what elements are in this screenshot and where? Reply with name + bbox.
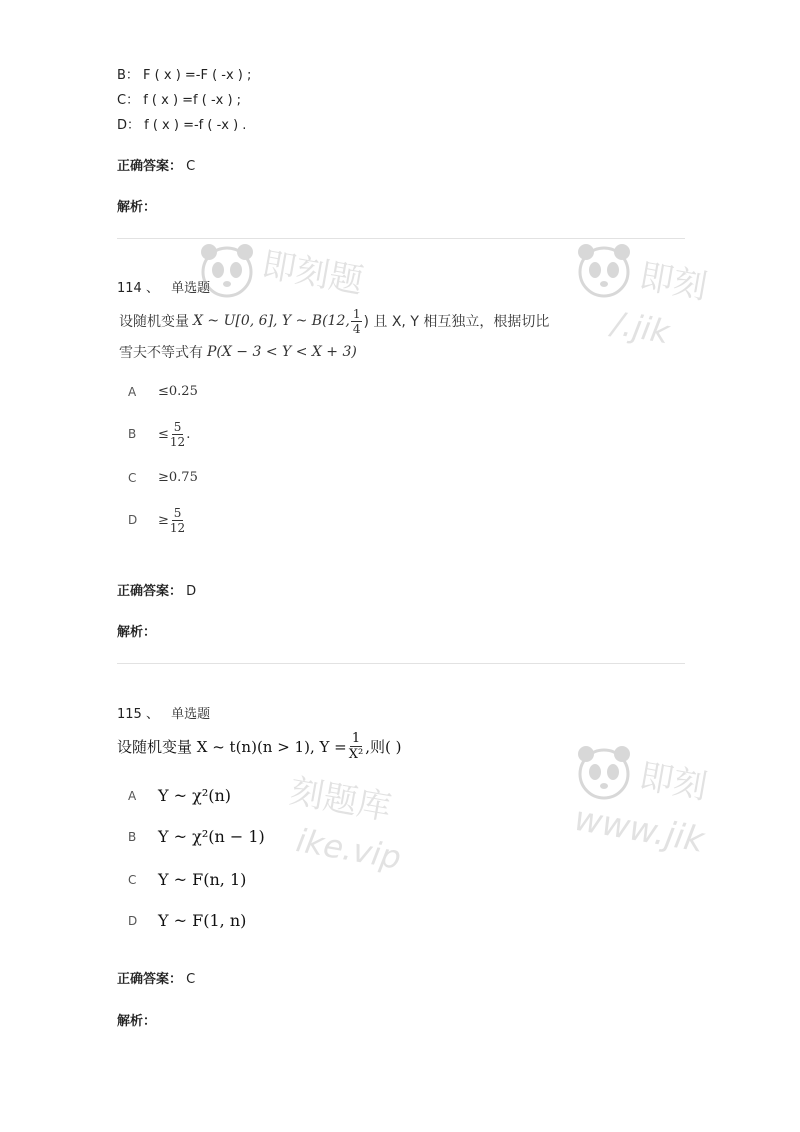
option-text: Y ~ F(1, n) — [158, 911, 247, 930]
option-b[interactable] — [128, 827, 265, 846]
option-letter: C — [128, 470, 137, 485]
watermark-url-partial: www.jik — [571, 798, 707, 861]
answer-value: C — [186, 972, 196, 987]
divider — [117, 663, 685, 664]
question-stem-115: 设随机变量 X ~ t(n)(n > 1), Y = $\frac{1}{\text{X²}}$ ,则( ) — [117, 730, 402, 762]
option-line-b: B： F ( x ) =-F ( -x ) ; — [117, 68, 252, 83]
option-a[interactable] — [128, 384, 198, 399]
answer-row-115 — [117, 968, 195, 987]
question-number: 115 、 — [117, 707, 159, 722]
question-stem-line2: 雪夫不等式有 P(X − 3 < Y < X + 3) — [119, 344, 357, 361]
fraction: $\frac{5}{12}$ — [169, 419, 186, 449]
watermark-panda-logo — [572, 238, 636, 306]
option-text: ≤0.25 — [158, 384, 198, 399]
answer-label: 正确答案： — [117, 584, 183, 599]
fraction: $\frac{5}{12}$ — [169, 505, 186, 535]
question-stem-line1: 设随机变量 X ~ U[0, 6], Y ~ B(12, $\frac{1}{4}$ ) 且 X, Y 相互独立，根据切比 — [119, 306, 550, 336]
panda-icon — [572, 238, 636, 302]
option-line-d: D： f ( x ) =-f ( -x ) . — [117, 118, 247, 133]
option-c[interactable] — [128, 870, 246, 889]
analysis-label: 解析： — [117, 625, 157, 640]
option-d[interactable] — [128, 911, 246, 930]
question-header-114 — [117, 277, 210, 296]
option-d[interactable]: D ≥ $\frac{5}{12}$ — [128, 505, 186, 535]
option-letter: A — [128, 788, 137, 803]
option-c[interactable] — [128, 470, 198, 485]
watermark-url-partial: /.jik — [609, 303, 673, 352]
watermark-url-partial: ike.vip — [293, 821, 404, 877]
watermark-brand-partial: 刻题库 — [286, 771, 395, 829]
option-letter: A — [128, 384, 137, 399]
question-number: 114 、 — [117, 281, 159, 296]
option-b[interactable]: B ≤ $\frac{5}{12}$ . — [128, 419, 191, 449]
answer-row-114 — [117, 580, 196, 599]
fraction: $\frac{1}{4}$ — [352, 306, 361, 336]
answer-value: C — [186, 159, 196, 174]
question-header-115 — [117, 703, 210, 722]
option-letter: D — [128, 913, 138, 928]
analysis-label: 解析： — [117, 200, 157, 215]
fraction: $\frac{1}{\text{X²}}$ — [348, 730, 364, 762]
option-letter: C — [128, 872, 137, 887]
question-type: 单选题 — [171, 707, 211, 722]
answer-value: D — [186, 584, 197, 599]
answer-label: 正确答案： — [117, 972, 183, 987]
watermark-brand-partial: 即刻 — [636, 756, 711, 808]
option-text: Y ~ χ²(n − 1) — [158, 827, 265, 846]
option-letter: B — [128, 829, 137, 844]
analysis-label: 解析： — [117, 1014, 157, 1029]
option-text: Y ~ F(n, 1) — [158, 870, 247, 889]
option-letter: D — [128, 513, 138, 527]
answer-label: 正确答案： — [117, 159, 183, 174]
watermark-brand-partial: 即刻 — [636, 256, 711, 308]
divider — [117, 238, 685, 239]
option-line-c: C： f ( x ) =f ( -x ) ; — [117, 93, 242, 108]
option-a[interactable] — [128, 786, 231, 805]
option-text: Y ~ χ²(n) — [158, 786, 232, 805]
watermark-panda-logo — [572, 740, 636, 808]
option-letter: B — [128, 427, 137, 441]
option-text: ≥0.75 — [158, 470, 198, 485]
panda-icon — [572, 740, 636, 804]
question-type: 单选题 — [171, 281, 211, 296]
answer-row-prev — [117, 155, 195, 174]
watermark-brand-partial: 即刻题 — [258, 244, 367, 302]
